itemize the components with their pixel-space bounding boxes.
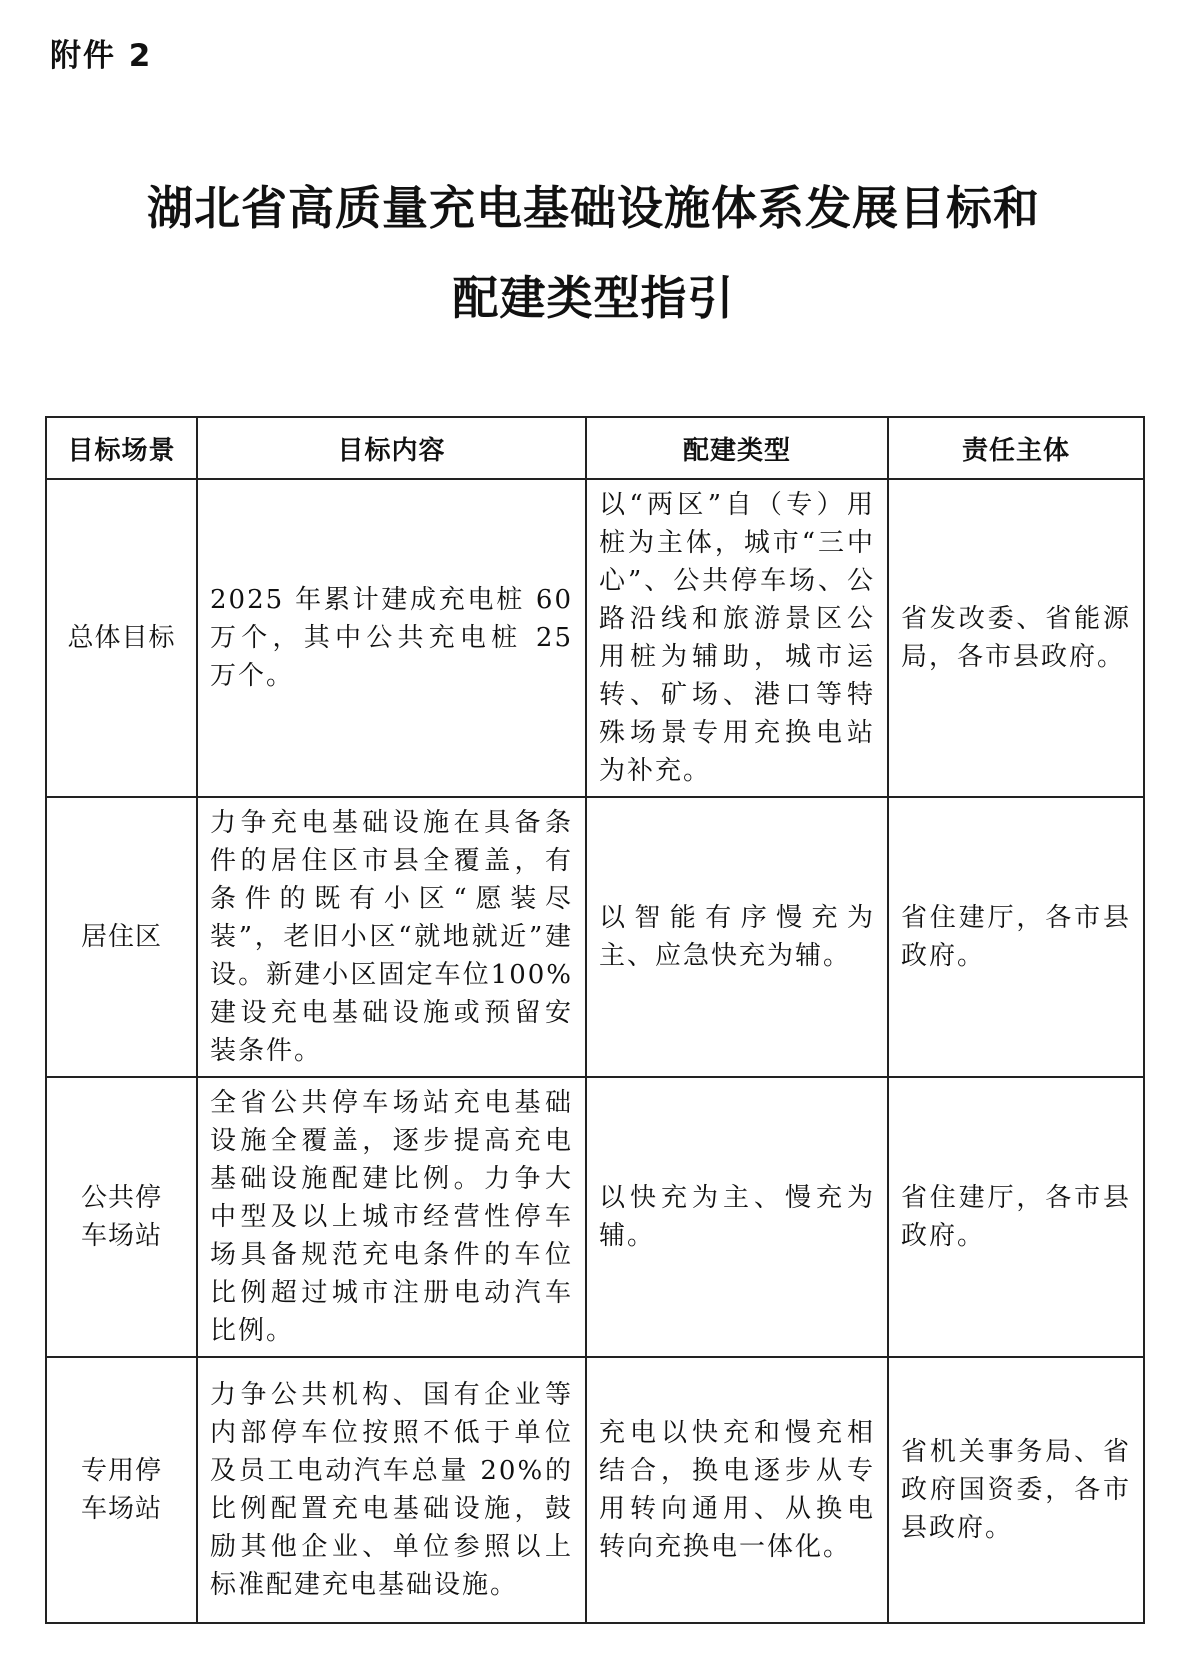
header-owner: 责任主体 <box>888 417 1144 479</box>
guidance-table <box>45 416 1145 1624</box>
header-content: 目标内容 <box>197 417 586 479</box>
cell-owner: 省机关事务局、省政府国资委，各市县政府。 <box>888 1357 1144 1623</box>
cell-scene: 总体目标 <box>46 479 197 797</box>
table-row <box>46 1077 1144 1357</box>
cell-type: 以快充为主、慢充为辅。 <box>586 1077 888 1357</box>
cell-content: 2025 年累计建成充电桩 60 万个，其中公共充电桩 25 万个。 <box>197 479 586 797</box>
cell-type: 以“两区”自（专）用桩为主体，城市“三中心”、公共停车场、公路沿线和旅游景区公用桩为辅助，城市运转、矿场、港口等特殊场景专用充换电站为补充。 <box>586 479 888 797</box>
document-title-line2: 配建类型指引 <box>452 271 735 325</box>
cell-type: 以智能有序慢充为主、应急快充为辅。 <box>586 797 888 1077</box>
cell-scene: 居住区 <box>46 797 197 1077</box>
cell-type: 充电以快充和慢充相结合，换电逐步从专用转向通用、从换电转向充换电一体化。 <box>586 1357 888 1623</box>
cell-owner: 省发改委、省能源局，各市县政府。 <box>888 479 1144 797</box>
table-row <box>46 797 1144 1077</box>
scene-label: 公共停车场站 <box>80 1183 162 1251</box>
cell-owner: 省住建厅，各市县政府。 <box>888 797 1144 1077</box>
cell-owner: 省住建厅，各市县政府。 <box>888 1077 1144 1357</box>
annex-label: 附件 2 <box>50 38 153 74</box>
header-type: 配建类型 <box>586 417 888 479</box>
cell-scene <box>46 1357 197 1623</box>
document-title-line1: 湖北省高质量充电基础设施体系发展目标和 <box>147 181 1040 235</box>
scene-label: 专用停车场站 <box>80 1456 162 1524</box>
cell-content: 力争充电基础设施在具备条件的居住区市县全覆盖，有条件的既有小区“愿装尽装”，老旧小区“就地就近”建设。新建小区固定车位100%建设充电基础设施或预留安装条件。 <box>197 797 586 1077</box>
table-row <box>46 1357 1144 1623</box>
cell-content: 全省公共停车场站充电基础设施全覆盖，逐步提高充电基础设施配建比例。力争大中型及以上城市经营性停车场具备规范充电条件的车位比例超过城市注册电动汽车比例。 <box>197 1077 586 1357</box>
table-row <box>46 479 1144 797</box>
cell-content: 力争公共机构、国有企业等内部停车位按照不低于单位及员工电动汽车总量 20%的比例配置充电基础设施，鼓励其他企业、单位参照以上标准配建充电基础设施。 <box>197 1357 586 1623</box>
header-scene: 目标场景 <box>46 417 197 479</box>
cell-scene <box>46 1077 197 1357</box>
table-header-row <box>46 417 1144 479</box>
